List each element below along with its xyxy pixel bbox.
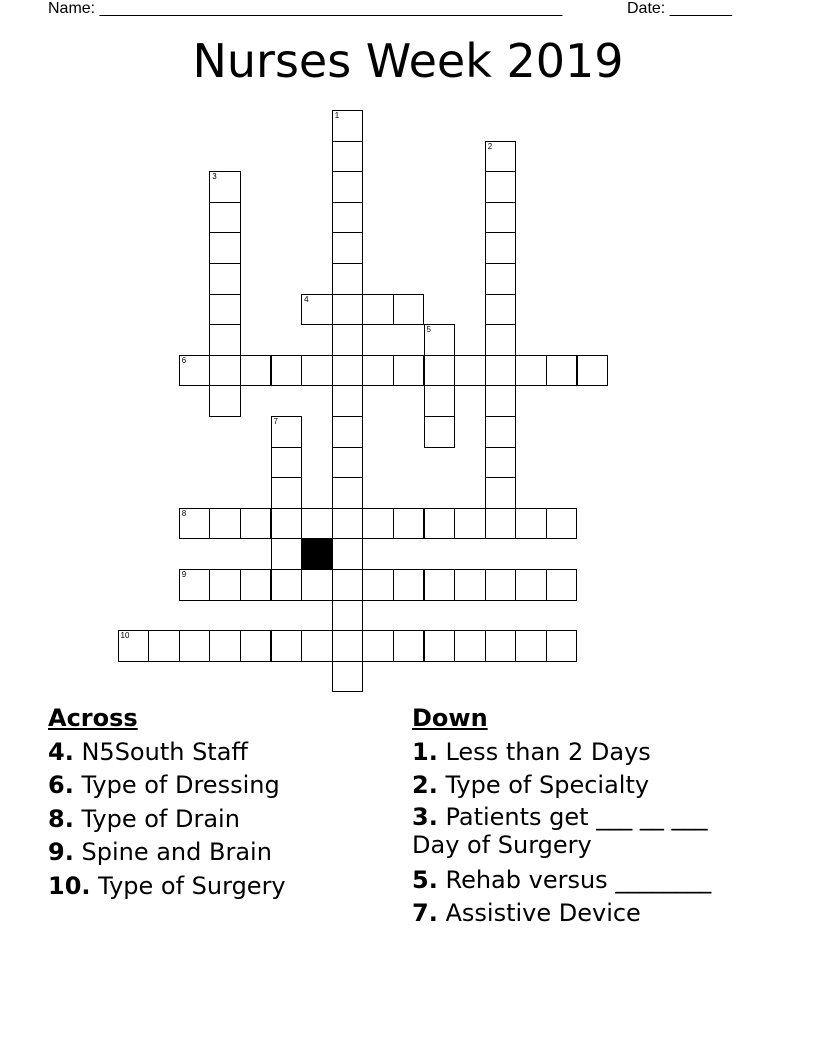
clue-across-10 — [48, 870, 378, 904]
crossword-cell[interactable] — [240, 508, 272, 540]
crossword-cell[interactable] — [515, 630, 547, 662]
crossword-cell[interactable] — [179, 630, 211, 662]
crossword-cell[interactable] — [332, 416, 364, 448]
crossword-cell[interactable] — [485, 385, 517, 417]
crossword-cell[interactable] — [485, 416, 517, 448]
crossword-cell[interactable] — [454, 508, 486, 540]
crossword-cell[interactable] — [240, 355, 272, 387]
crossword-cell[interactable] — [271, 447, 303, 479]
crossword-cell[interactable] — [332, 171, 364, 203]
clue-text: Spine and Brain — [81, 838, 272, 866]
crossword-cell[interactable] — [209, 171, 241, 203]
clue-number: 7. — [412, 899, 438, 927]
crossword-cell[interactable] — [393, 355, 425, 387]
down-clues — [412, 702, 752, 931]
crossword-cell[interactable] — [362, 294, 394, 326]
clue-across-6 — [48, 769, 378, 803]
clue-down-7 — [412, 897, 752, 931]
black-square — [301, 538, 333, 570]
crossword-cell[interactable] — [209, 508, 241, 540]
crossword-cell[interactable] — [332, 110, 364, 142]
crossword-cell[interactable] — [209, 385, 241, 417]
crossword-cell[interactable] — [546, 569, 578, 601]
crossword-cell[interactable] — [179, 508, 211, 540]
clue-number: 6. — [48, 771, 74, 799]
crossword-cell[interactable] — [301, 294, 333, 326]
clue-text: Less than 2 Days — [445, 737, 651, 766]
crossword-cell[interactable] — [424, 569, 456, 601]
clue-number-label: 3 — [212, 172, 217, 182]
crossword-cell[interactable] — [546, 355, 578, 387]
crossword-cell[interactable] — [515, 569, 547, 601]
crossword-cell[interactable] — [118, 630, 150, 662]
crossword-cell[interactable] — [393, 630, 425, 662]
crossword-cell[interactable] — [454, 569, 486, 601]
crossword-cell[interactable] — [240, 630, 272, 662]
crossword-cell[interactable] — [332, 355, 364, 387]
clue-across-4 — [48, 736, 378, 770]
across-clues — [48, 702, 378, 903]
clue-text: Type of Dressing — [81, 771, 280, 799]
crossword-cell[interactable] — [332, 294, 364, 326]
crossword-cell[interactable] — [424, 385, 456, 417]
crossword-cell[interactable] — [485, 324, 517, 356]
clue-number-label: 6 — [181, 355, 187, 365]
clue-text: Type of Drain — [81, 804, 240, 833]
crossword-cell[interactable] — [485, 171, 517, 203]
crossword-cell[interactable] — [515, 508, 547, 540]
crossword-cell[interactable] — [332, 630, 364, 662]
crossword-cell[interactable] — [240, 569, 272, 601]
crossword-cell[interactable] — [424, 355, 456, 387]
crossword-cell[interactable] — [332, 538, 364, 570]
page-title: Nurses Week 2019 — [192, 34, 624, 88]
clue-number-label: 1 — [334, 111, 340, 120]
crossword-cell[interactable] — [485, 294, 517, 326]
crossword-cell[interactable] — [393, 569, 425, 601]
crossword-cell[interactable] — [332, 324, 364, 356]
crossword-cell[interactable] — [179, 569, 211, 601]
crossword-cell[interactable] — [301, 569, 333, 601]
crossword-cell[interactable] — [424, 508, 456, 540]
clue-number: 5. — [412, 865, 438, 894]
crossword-cell[interactable] — [332, 600, 364, 632]
crossword-cell[interactable] — [301, 508, 333, 540]
crossword-cell[interactable] — [424, 324, 456, 356]
crossword-cell[interactable] — [332, 385, 364, 417]
clue-number: 4. — [48, 737, 74, 766]
clue-number: 1. — [412, 737, 438, 766]
crossword-cell[interactable] — [424, 630, 456, 662]
crossword-cell[interactable] — [485, 202, 517, 234]
crossword-cell[interactable] — [485, 569, 517, 601]
crossword-cell[interactable] — [271, 416, 303, 448]
date-field[interactable]: Date: _______ — [627, 0, 732, 17]
clue-number: 10. — [48, 871, 91, 900]
clue-number-label: 7 — [273, 417, 278, 426]
clue-text: Patients get ___ __ ___ Day of Surgery — [412, 802, 708, 859]
clue-number: 3. — [412, 802, 438, 831]
crossword-cell[interactable] — [485, 263, 517, 295]
crossword-cell[interactable] — [179, 355, 211, 387]
crossword-cell[interactable] — [332, 447, 364, 479]
crossword-cell[interactable] — [362, 569, 394, 601]
clue-across-8 — [48, 803, 378, 837]
crossword-cell[interactable] — [271, 355, 303, 387]
crossword-cell[interactable] — [546, 630, 578, 662]
crossword-cell[interactable] — [362, 630, 394, 662]
crossword-cell[interactable] — [485, 630, 517, 662]
crossword-cell[interactable] — [271, 508, 303, 540]
crossword-cell[interactable] — [424, 416, 456, 448]
clue-text: Assistive Device — [445, 899, 641, 927]
crossword-cell[interactable] — [209, 294, 241, 326]
crossword-cell[interactable] — [271, 538, 303, 570]
clue-text: Type of Surgery — [98, 871, 286, 900]
clue-number: 2. — [412, 771, 438, 799]
clue-down-2 — [412, 769, 752, 803]
crossword-cell[interactable] — [332, 569, 364, 601]
clue-number: 9. — [48, 838, 74, 866]
crossword-cell[interactable] — [332, 477, 364, 509]
crossword-cell[interactable] — [393, 294, 425, 326]
crossword-cell[interactable] — [577, 355, 609, 387]
crossword-cell[interactable] — [393, 508, 425, 540]
crossword-cell[interactable] — [209, 324, 241, 356]
crossword-cell[interactable] — [148, 630, 180, 662]
crossword-cell[interactable] — [332, 141, 364, 173]
crossword-cell[interactable] — [209, 263, 241, 295]
crossword-cell[interactable] — [332, 232, 364, 264]
crossword-cell[interactable] — [485, 477, 517, 509]
clue-down-1 — [412, 736, 752, 770]
clue-down-3 — [412, 803, 752, 859]
clue-number-label: 4 — [304, 294, 309, 304]
crossword-cell[interactable] — [332, 508, 364, 540]
clue-number: 8. — [48, 804, 74, 833]
crossword-cell[interactable] — [546, 508, 578, 540]
clue-text: Rehab versus ________ — [445, 865, 712, 894]
crossword-cell[interactable] — [485, 141, 517, 173]
down-heading: Down — [412, 704, 488, 732]
clue-text: N5South Staff — [81, 737, 248, 766]
clue-number-label: 5 — [426, 325, 431, 335]
crossword-cell[interactable] — [332, 263, 364, 295]
name-field[interactable]: Name: ____________________________________________________ — [48, 0, 563, 17]
clue-down-5 — [412, 864, 752, 898]
clue-number-label: 10 — [120, 631, 130, 641]
crossword-cell[interactable] — [332, 202, 364, 234]
crossword-cell[interactable] — [332, 661, 364, 693]
crossword-cell[interactable] — [209, 232, 241, 264]
crossword-cell[interactable] — [515, 355, 547, 387]
clue-number-label: 8 — [181, 508, 187, 518]
crossword-cell[interactable] — [209, 202, 241, 234]
crossword-cell[interactable] — [209, 630, 241, 662]
crossword-cell[interactable] — [454, 630, 486, 662]
crossword-cell[interactable] — [271, 477, 303, 509]
clue-number-label: 2 — [487, 141, 493, 151]
crossword-cell[interactable] — [209, 569, 241, 601]
crossword-cell[interactable] — [485, 232, 517, 264]
crossword-cell[interactable] — [485, 447, 517, 479]
clue-across-9 — [48, 836, 378, 870]
clue-text: Type of Specialty — [445, 771, 650, 799]
crossword-cell[interactable] — [485, 355, 517, 387]
crossword-cell[interactable] — [301, 630, 333, 662]
crossword-cell[interactable] — [362, 355, 394, 387]
clue-number-label: 9 — [181, 570, 187, 579]
crossword-cell[interactable] — [209, 355, 241, 387]
crossword-cell[interactable] — [271, 630, 303, 662]
crossword-cell[interactable] — [362, 508, 394, 540]
crossword-cell[interactable] — [485, 508, 517, 540]
crossword-cell[interactable] — [301, 355, 333, 387]
across-heading: Across — [48, 704, 138, 732]
crossword-cell[interactable] — [454, 355, 486, 387]
crossword-cell[interactable] — [271, 569, 303, 601]
